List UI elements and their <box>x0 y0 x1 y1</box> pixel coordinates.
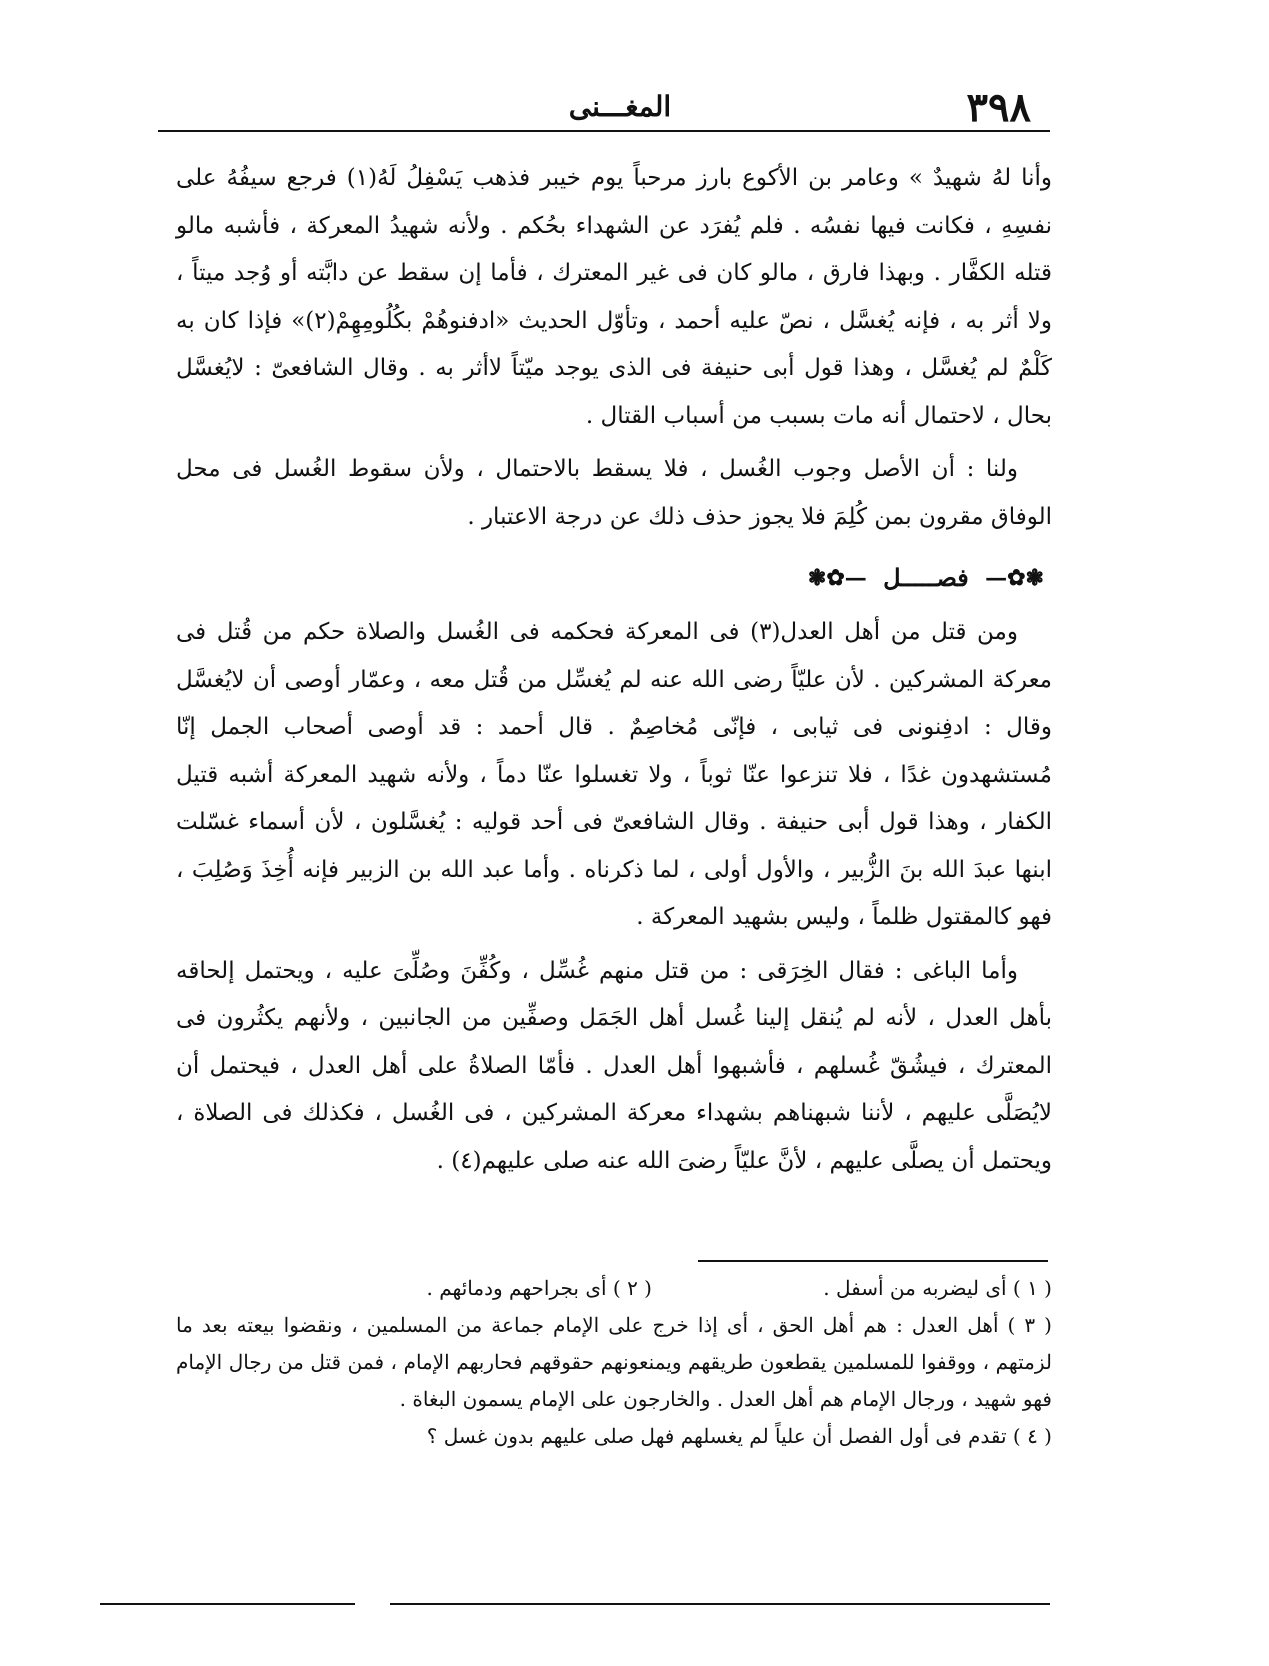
floral-ornament-icon: ❃✿— <box>985 564 1044 591</box>
page-number: ٣٩٨ <box>966 84 1031 131</box>
footnote-rule <box>698 1260 1048 1262</box>
running-title: المغـــنى <box>568 90 672 123</box>
footnote-3: ( ٣ ) أهل العدل : هم أهل الحق ، أى إذا خرج على الإمام جماعة من المسلمين ، ونقضوا بيعته بعد ما لزمتهم ، ووقفوا للمسلمين يقطعون طريقهم ويمنعونهم حقوقهم فحاربهم الإمام ، فمن قتل من رجال الإمام فهو شهيد ، ورجال الإمام هم أهل العدل . والخارجون على الإمام يسمون البغاة . <box>176 1313 1052 1411</box>
main-text <box>176 155 1052 1185</box>
paragraph-1: وأنا لهُ شهيدٌ » وعامر بن الأكوع بارز مرحباً يوم خيبر فذهب يَسْفِلُ لَهُ(١) فرجع سيفُهُ على نفسِهِ ، فكانت فيها نفسُه . فلم يُفرَد عن الشهداء بحُكم . ولأنه شهيدُ المعركة ، فأشبه مالو قتله الكفَّار . وبهذا فارق ، مالو كان فى غير المعترك ، فأما إن سقط عن دابَّته أو وُجد ميتاً ، ولا أثر به ، فإنه يُغسَّل ، نصّ عليه أحمد ، وتأوّل الحديث «ادفنوهُمْ بكُلُومِهِمْ(٢)» فإذا كان به كَلْمٌ لم يُغسَّل ، وهذا قول أبى حنيفة فى الذى يوجد ميّتاً لاأثر به . وقال الشافعىّ : لايُغسَّل بحال ، لاحتمال أنه مات بسبب من أسباب القتال . <box>176 165 1052 429</box>
section-heading-label: فصـــــل <box>883 562 969 592</box>
bottom-rule-right <box>390 1603 1050 1605</box>
bottom-rule-left <box>100 1603 355 1605</box>
footnotes <box>176 1270 1052 1455</box>
paragraph-3: ومن قتل من أهل العدل(٣) فى المعركة فحكمه فى الغُسل والصلاة حكم من قُتل فى معركة المشركين . لأن عليّاً رضى الله عنه لم يُغسِّل من قُتل معه ، وعمّار أوصى أن لايُغسَّل وقال : ادفِنونى فى ثيابى ، فإنّى مُخاصِمٌ . قال أحمد : قد أوصى أصحاب الجمل إنّا مُستشهدون غدًا ، فلا تنزعوا عنّا ثوباً ، ولا تغسلوا عنّا دماً ، ولأنه شهيد المعركة أشبه قتيل الكفار ، وهذا قول أبى حنيفة . وقال الشافعىّ فى أحد قوليه : يُغسَّلون ، لأن أسماء غسّلت ابنها عبدَ الله بنَ الزُّبير ، والأول أولى ، لما ذكرناه . وأما عبد الله بن الزبير فإنه أُخِذَ وَصُلِبَ ، فهو كالمقتول ظلماً ، وليس بشهيد المعركة . <box>176 619 1052 930</box>
footnote-row-1 <box>176 1270 1052 1307</box>
footnote-1: ( ١ ) أى ليضربه من أسفل . <box>823 1276 1052 1300</box>
floral-ornament-icon: —✿❃ <box>807 564 867 591</box>
footnote-2: ( ٢ ) أى بجراحهم ودمائهم . <box>426 1276 652 1300</box>
paragraph-2: ولنا : أن الأصل وجوب الغُسل ، فلا يسقط بالاحتمال ، ولأن سقوط الغُسل فى محل الوفاق مقرون بمن كُلِمَ فلا يجوز حذف ذلك عن درجة الاعتبار . <box>176 456 1052 530</box>
section-heading <box>176 545 1052 607</box>
footnote-4: ( ٤ ) تقدم فى أول الفصل أن علياً لم يغسلهم فهل صلى عليهم بدون غسل ؟ <box>426 1424 1052 1448</box>
header-rule <box>158 130 1050 132</box>
paragraph-4: وأما الباغى : فقال الخِرَقى : من قتل منهم غُسِّل ، وكُفِّنَ وصُلِّىَ عليه ، ويحتمل إلحاقه بأهل العدل ، لأنه لم يُنقل إلينا غُسل أهل الجَمَل وصفِّين من الجانبين ، ولأنهم يكثُرون فى المعترك ، فيشُقّ غُسلهم ، فأشبهوا أهل العدل . فأمّا الصلاةُ على أهل العدل ، فيحتمل أن لايُصَلَّى عليهم ، لأننا شبهناهم بشهداء معركة المشركين ، فى الغُسل ، فكذلك فى الصلاة ، ويحتمل أن يصلَّى عليهم ، لأنَّ عليّاً رضىَ الله عنه صلى عليهم(٤) . <box>176 957 1052 1174</box>
